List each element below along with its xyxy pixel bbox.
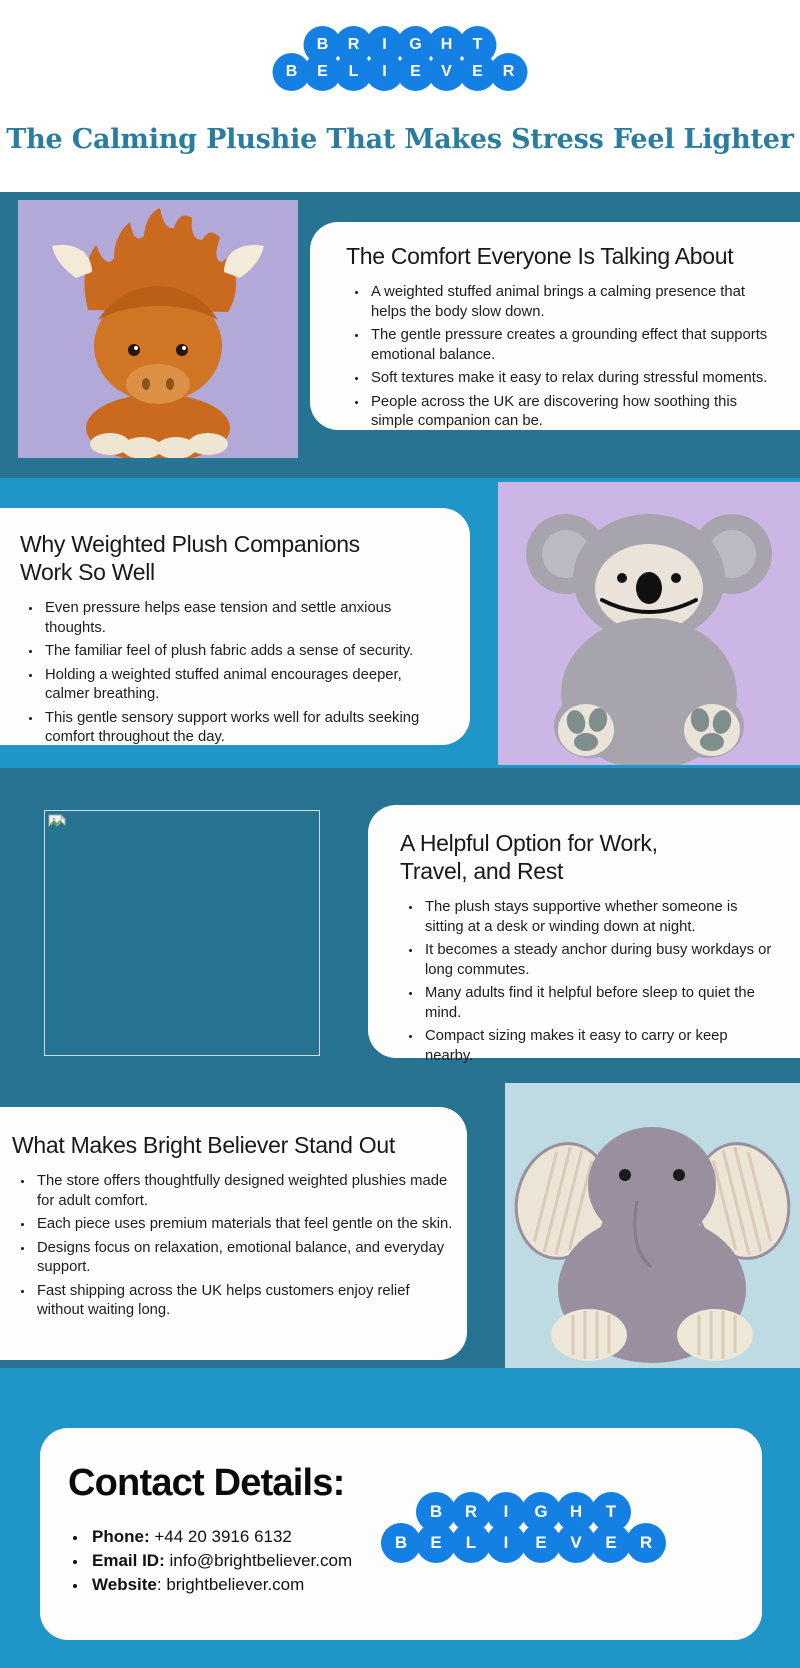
contact-email bbox=[88, 1549, 428, 1573]
bullet-list-comfort bbox=[346, 283, 776, 432]
logo-letter-bubble: I bbox=[486, 1492, 526, 1532]
bullet-item: • The plush stays supportive whether someone is sitting at a desk or winding down at night. bbox=[422, 898, 774, 937]
logo-letter-bubble: E bbox=[459, 53, 497, 91]
brand-logo bbox=[273, 26, 528, 91]
logo-letter-bubble: G bbox=[397, 26, 435, 64]
footer-logo-line-2 bbox=[381, 1523, 666, 1563]
card-helpful bbox=[368, 805, 800, 1064]
contact-website-value: : brightbeliever.com bbox=[156, 1575, 305, 1595]
logo-letter-bubble: B bbox=[381, 1523, 421, 1563]
bullet-item: • Compact sizing makes it easy to carry or keep nearby. bbox=[422, 1027, 774, 1066]
bullet-item: • Soft textures make it easy to relax during stressful moments. bbox=[368, 369, 776, 389]
contact-website-label: Website bbox=[92, 1575, 157, 1595]
section-heading-why: Why Weighted Plush Companions Work So Well bbox=[20, 531, 360, 586]
section-heading-standout: What Makes Bright Believer Stand Out bbox=[12, 1132, 395, 1158]
logo-letter-bubble: E bbox=[304, 53, 342, 91]
bullet-item: • The store offers thoughtfully designed weighted plushies made for adult comfort. bbox=[34, 1172, 454, 1211]
card-comfort bbox=[310, 222, 800, 430]
logo-letter-bubble: I bbox=[486, 1523, 526, 1563]
bullet-item: • It becomes a steady anchor during busy workdays or long commutes. bbox=[422, 941, 774, 980]
logo-letter-bubble: B bbox=[416, 1492, 456, 1532]
highland-cow-illustration bbox=[18, 200, 298, 458]
logo-letter-bubble: L bbox=[335, 53, 373, 91]
contact-phone bbox=[88, 1525, 428, 1549]
logo-letter-bubble: V bbox=[428, 53, 466, 91]
card-why bbox=[0, 508, 470, 745]
contact-card bbox=[40, 1428, 762, 1640]
bullet-item: • People across the UK are discovering how soothing this simple companion can be. bbox=[368, 393, 776, 432]
logo-letter-bubble: H bbox=[428, 26, 466, 64]
logo-letter-bubble: E bbox=[521, 1523, 561, 1563]
elephant-plushie-photo bbox=[505, 1083, 800, 1368]
bullet-item: • Each piece uses premium materials that feel gentle on the skin. bbox=[34, 1215, 454, 1235]
contact-list bbox=[68, 1525, 428, 1597]
logo-letter-bubble: B bbox=[304, 26, 342, 64]
logo-letter-bubble: T bbox=[591, 1492, 631, 1532]
elephant-illustration bbox=[505, 1083, 800, 1368]
highland-cow-plushie-photo bbox=[18, 200, 298, 458]
logo-line-2 bbox=[273, 53, 528, 91]
contact-email-label: Email ID: bbox=[92, 1551, 165, 1571]
bullet-item: • The familiar feel of plush fabric adds a sense of security. bbox=[42, 642, 446, 662]
bullet-item: • Designs focus on relaxation, emotional balance, and everyday support. bbox=[34, 1239, 454, 1278]
contact-phone-label: Phone: bbox=[92, 1527, 150, 1546]
logo-letter-bubble: B bbox=[273, 53, 311, 91]
logo-letter-bubble: I bbox=[366, 53, 404, 91]
broken-image-icon bbox=[48, 814, 66, 832]
contact-heading: Contact Details: bbox=[68, 1462, 345, 1504]
logo-letter-bubble: E bbox=[591, 1523, 631, 1563]
logo-letter-bubble: R bbox=[335, 26, 373, 64]
logo-letter-bubble: I bbox=[366, 26, 404, 64]
logo-letter-bubble: R bbox=[451, 1492, 491, 1532]
logo-letter-bubble: G bbox=[521, 1492, 561, 1532]
bullet-item: • This gentle sensory support works well for adults seeking comfort throughout the day. bbox=[42, 709, 446, 748]
bullet-item: • Fast shipping across the UK helps customers enjoy relief without waiting long. bbox=[34, 1282, 454, 1321]
logo-letter-bubble: E bbox=[397, 53, 435, 91]
section-heading-helpful: A Helpful Option for Work, Travel, and Rest bbox=[400, 830, 658, 885]
logo-letter-bubble: R bbox=[626, 1523, 666, 1563]
bullet-item: • A weighted stuffed animal brings a calming presence that helps the body slow down. bbox=[368, 283, 776, 322]
section-heading-comfort: The Comfort Everyone Is Talking About bbox=[346, 243, 734, 269]
bullet-item: • The gentle pressure creates a grounding effect that supports emotional balance. bbox=[368, 326, 776, 365]
contact-phone-value: +44 20 3916 6132 bbox=[149, 1527, 292, 1546]
logo-letter-bubble: L bbox=[451, 1523, 491, 1563]
bullet-list-standout bbox=[12, 1172, 454, 1321]
contact-website bbox=[88, 1573, 428, 1597]
koala-illustration bbox=[498, 482, 800, 765]
logo-letter-bubble: V bbox=[556, 1523, 596, 1563]
broken-image-placeholder bbox=[44, 810, 320, 1056]
bullet-item: • Many adults find it helpful before sleep to quiet the mind. bbox=[422, 984, 774, 1023]
card-standout bbox=[0, 1107, 467, 1360]
page-title: The Calming Plushie That Makes Stress Feel Lighter bbox=[6, 124, 794, 155]
koala-plushie-photo bbox=[498, 482, 800, 765]
logo-letter-bubble: T bbox=[459, 26, 497, 64]
bullet-item: • Even pressure helps ease tension and settle anxious thoughts. bbox=[42, 599, 446, 638]
logo-letter-bubble: H bbox=[556, 1492, 596, 1532]
bullet-item: • Holding a weighted stuffed animal encourages deeper, calmer breathing. bbox=[42, 666, 446, 705]
contact-email-value: info@brightbeliever.com bbox=[164, 1551, 353, 1571]
footer-brand-logo bbox=[381, 1492, 666, 1563]
logo-letter-bubble: R bbox=[490, 53, 528, 91]
logo-letter-bubble: E bbox=[416, 1523, 456, 1563]
bullet-list-why bbox=[20, 599, 446, 748]
bullet-list-helpful bbox=[400, 898, 774, 1066]
